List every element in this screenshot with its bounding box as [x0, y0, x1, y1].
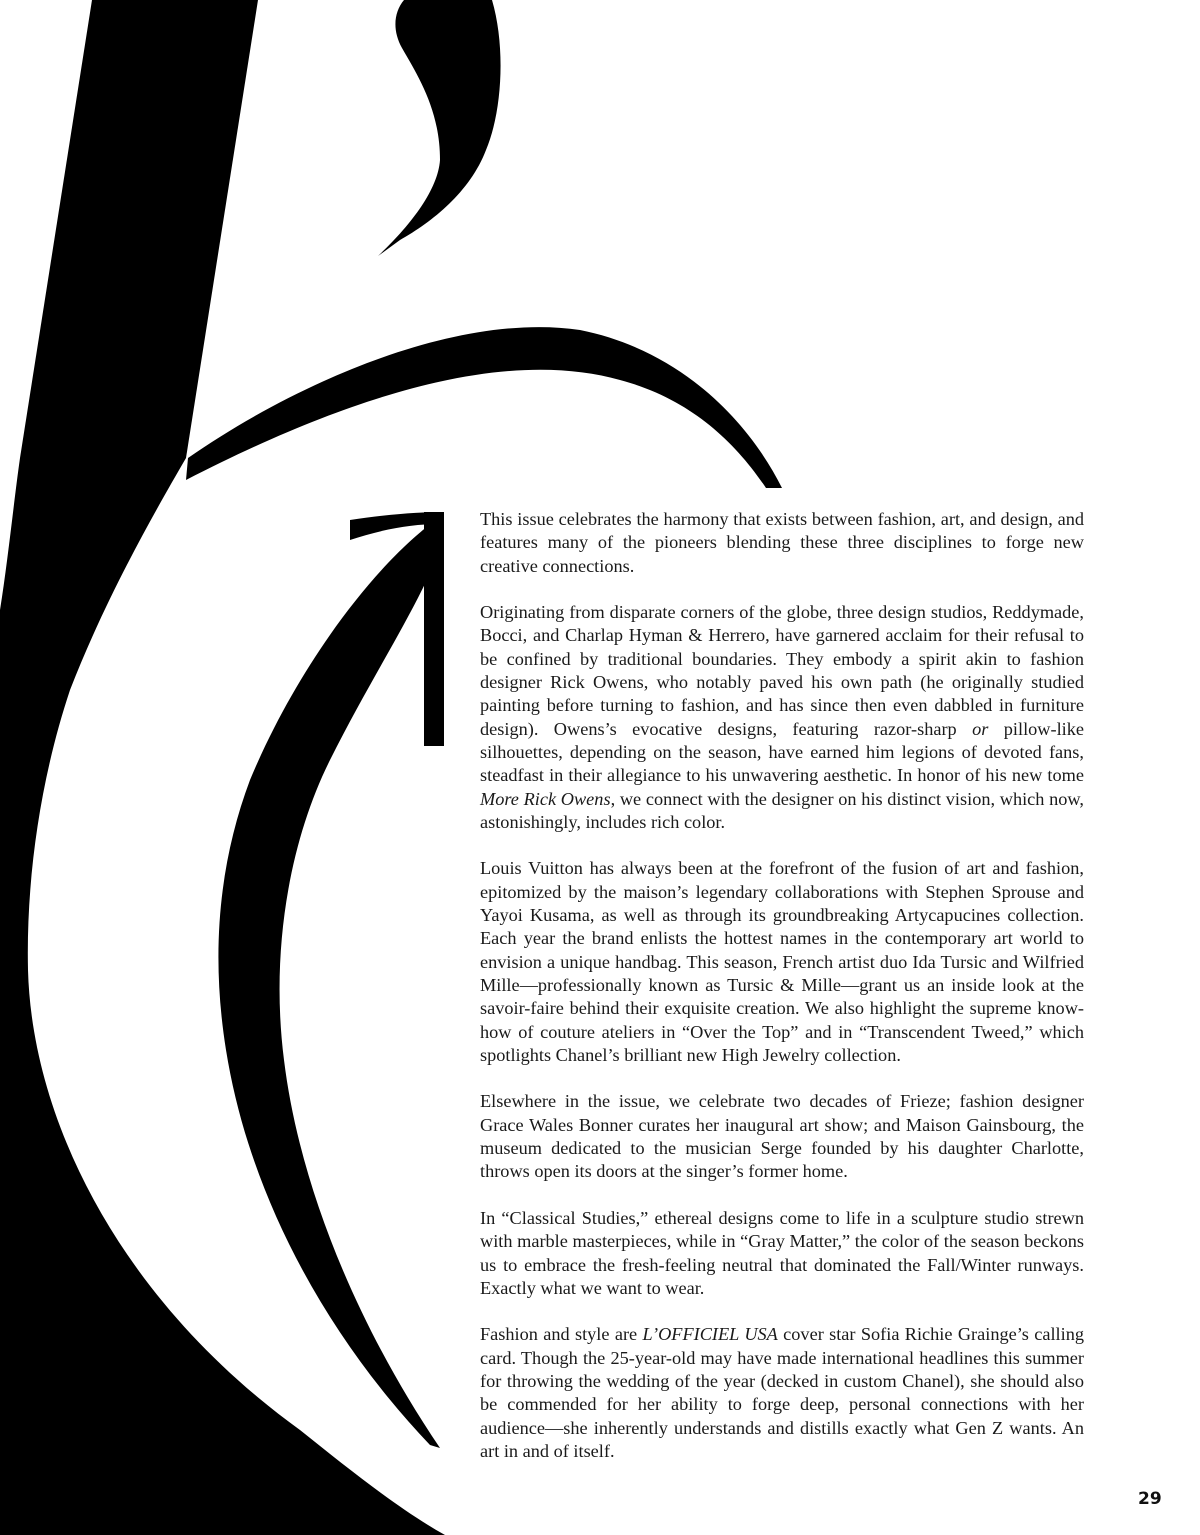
book-title: More Rick Owens — [480, 788, 611, 809]
editorial-letter — [480, 508, 1084, 1463]
stem-upper — [20, 0, 258, 458]
paragraph-cover-star — [480, 1323, 1084, 1463]
paragraph-design-studios — [480, 601, 1084, 834]
paragraph-text: Originating from disparate corners of the globe, three design studios, Reddymade, Bocci, and Charlap Hyman & Herrero, have garnered acclaim for their refusal to be confined by traditional boundaries. They embody a spirit akin to fashion designer Rick Owens, who notably paved his own path (he originally studied painting before turning to fashion, and has since then even dabbled in furniture design). Owens’s evocative designs, featuring razor-sharp — [480, 602, 1084, 739]
foot-bar — [424, 512, 444, 746]
magazine-title: L’OFFICIEL USA — [642, 1324, 778, 1345]
paragraph-louis-vuitton: Louis Vuitton has always been at the forefront of the fusion of art and fashion, epitomized by the maison’s legendary collaborations with Stephen Sprouse and Yayoi Kusama, as well as through its groundbreaking Artycapucines collection. Each year the brand enlists the hottest names in the contemporary art world to envision a unique handbag. This season, French artist duo Ida Tursic and Wilfried Mille—professionally known as Tursic & Mille—grant us an inside look at the savoir-faire behind their exquisite creation. We also highlight the supreme know-how of couture ateliers in “Over the Top” and in “Transcendent Tweed,” which spotlights Chanel’s brilliant new High Jewelry collection. — [480, 858, 1084, 1065]
flag-curve — [186, 327, 782, 488]
paragraph-intro: This issue celebrates the harmony that exists between fashion, art, and design, and features many of the pioneers blending these three disciplines to forge new creative connections. — [480, 509, 1084, 576]
emphasis-or: or — [972, 718, 989, 739]
paragraph-classical-studies: In “Classical Studies,” ethereal designs come to life in a sculpture studio strewn with marble masterpieces, while in “Gray Matter,” the color of the season beckons us to embrace the fresh-feeling neutral that dominated the Fall/Winter runways. Exactly what we want to wear. — [480, 1207, 1084, 1298]
bowl-hairline — [218, 520, 440, 1448]
paragraph-text: pillow-like silhouettes, depending on the season, have earned him legions of devoted fans, steadfast in their allegiance to his unwavering aesthetic. In honor of his new tome — [480, 718, 1085, 786]
page-number: 29 — [1138, 1489, 1162, 1509]
paragraph-text: Fashion and style are — [480, 1324, 643, 1345]
apostrophe-mark — [378, 0, 501, 256]
paragraph-text: , we connect with the designer on his distinct vision, which now, astonishingly, includes rich color. — [480, 788, 1084, 832]
paragraph-text: cover star Sofia Richie Grainge’s calling card. Though the 25-year-old may have made international headlines this summer for throwing the wedding of the year (decked in custom Chanel), she should also be commended for her ability to forge deep, personal connections with her audience—she inherently understands and distills exactly what Gen Z wants. An art in and of itself. — [480, 1324, 1084, 1461]
paragraph-elsewhere: Elsewhere in the issue, we celebrate two decades of Frieze; fashion designer Grace Wales Bonner curates her inaugural art show; and Maison Gainsbourg, the museum dedicated to the musician Serge founded by his daughter Charlotte, throws open its doors at the singer’s former home. — [480, 1091, 1084, 1182]
